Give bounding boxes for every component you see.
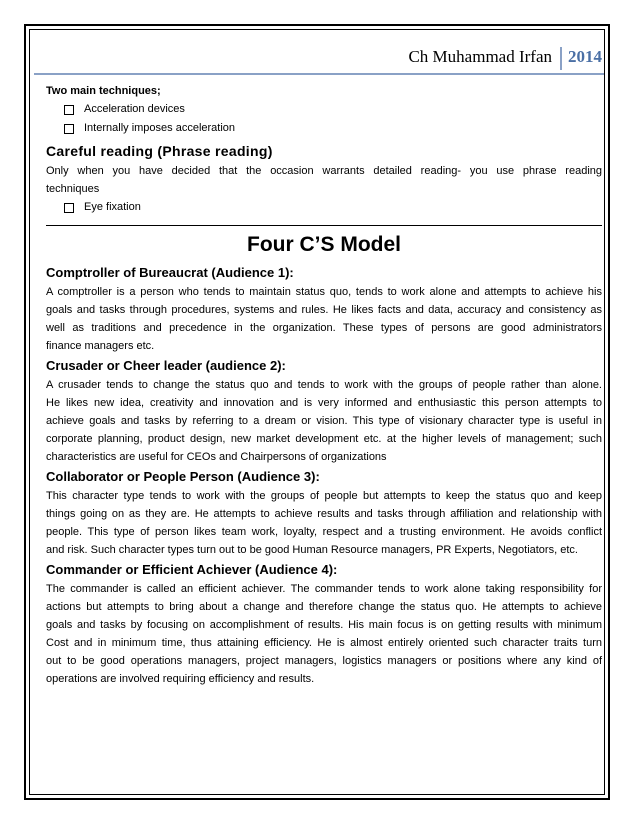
page-header [408,40,602,70]
checkbox-bullet-icon [64,105,74,115]
intro-heading: Two main techniques; [46,85,161,97]
careful-reading-paragraph: Only when you have decided that the occasion warrants detailed reading- you use phrase reading techniques [46,165,602,195]
header-rule [34,73,604,75]
section-paragraph-crusader: A crusader tends to change the status quo and tends to work with the groups of people rather than alone. He likes new idea, creativity and innovation and is very informed and enthusiastic this person attempts to achieve goals and tasks by referring to a dream or vision. This type of visionary character type is useful in corporate planning, product design, new market development etc. at the higher levels of management; such characteristics are useful for CEOs and Chairpersons of organizations [46,379,602,463]
section-divider [46,225,602,226]
list-item: Acceleration devices [64,100,602,119]
section-paragraph-commander: The commander is called an efficient achiever. The commander tends to work alone taking responsibility for actions but attempts to bring about a change and therefore change the status quo. He attempts to achieve goals and tasks by focusing on accomplishment of results. His main focus is on getting results with minimum Cost and in minimum time, thus attaining efficiency. He is almost entirely oriented such character traits turn out to be good operations managers, project managers, logistics managers or positions where any kind of operations are involved requiring efficiency and results. [46,583,602,685]
section-heading-commander: Commander or Efficient Achiever (Audience 4): [46,562,338,577]
header-year: 2014 [560,47,602,70]
header-author: Ch Muhammad Irfan [408,47,552,66]
section-paragraph-comptroller: A comptroller is a person who tends to maintain status quo, tends to work alone and attempts to achieve his goals and tasks through procedures, systems and rules. He likes facts and data, accuracy and consistency as well as traditions and precedence in the organization. These types of persons are good administrators finance managers etc. [46,286,602,352]
section-heading-comptroller: Comptroller of Bureaucrat (Audience 1): [46,265,294,280]
careful-reading-heading: Careful reading (Phrase reading) [46,143,273,159]
section-paragraph-collaborator: This character type tends to work with the groups of people but attempts to keep the status quo and keep things going on as they are. He attempts to achieve results and tasks through affiliation and relationship with people. This type of person likes team work, loyalty, respect and a trusting environment. He avoids conflict and risk. Such character types turn out to be good Human Resource managers, PR Experts, Negotiators, etc. [46,490,602,556]
section-heading-collaborator: Collaborator or People Person (Audience 3): [46,469,320,484]
careful-list [46,198,602,217]
document-body [46,82,602,688]
checkbox-bullet-icon [64,203,74,213]
list-item: Eye fixation [64,198,602,217]
checkbox-bullet-icon [64,124,74,134]
intro-list [46,100,602,138]
model-title: Four C’S Model [247,233,401,256]
list-item: Internally imposes acceleration [64,119,602,138]
section-heading-crusader: Crusader or Cheer leader (audience 2): [46,358,286,373]
